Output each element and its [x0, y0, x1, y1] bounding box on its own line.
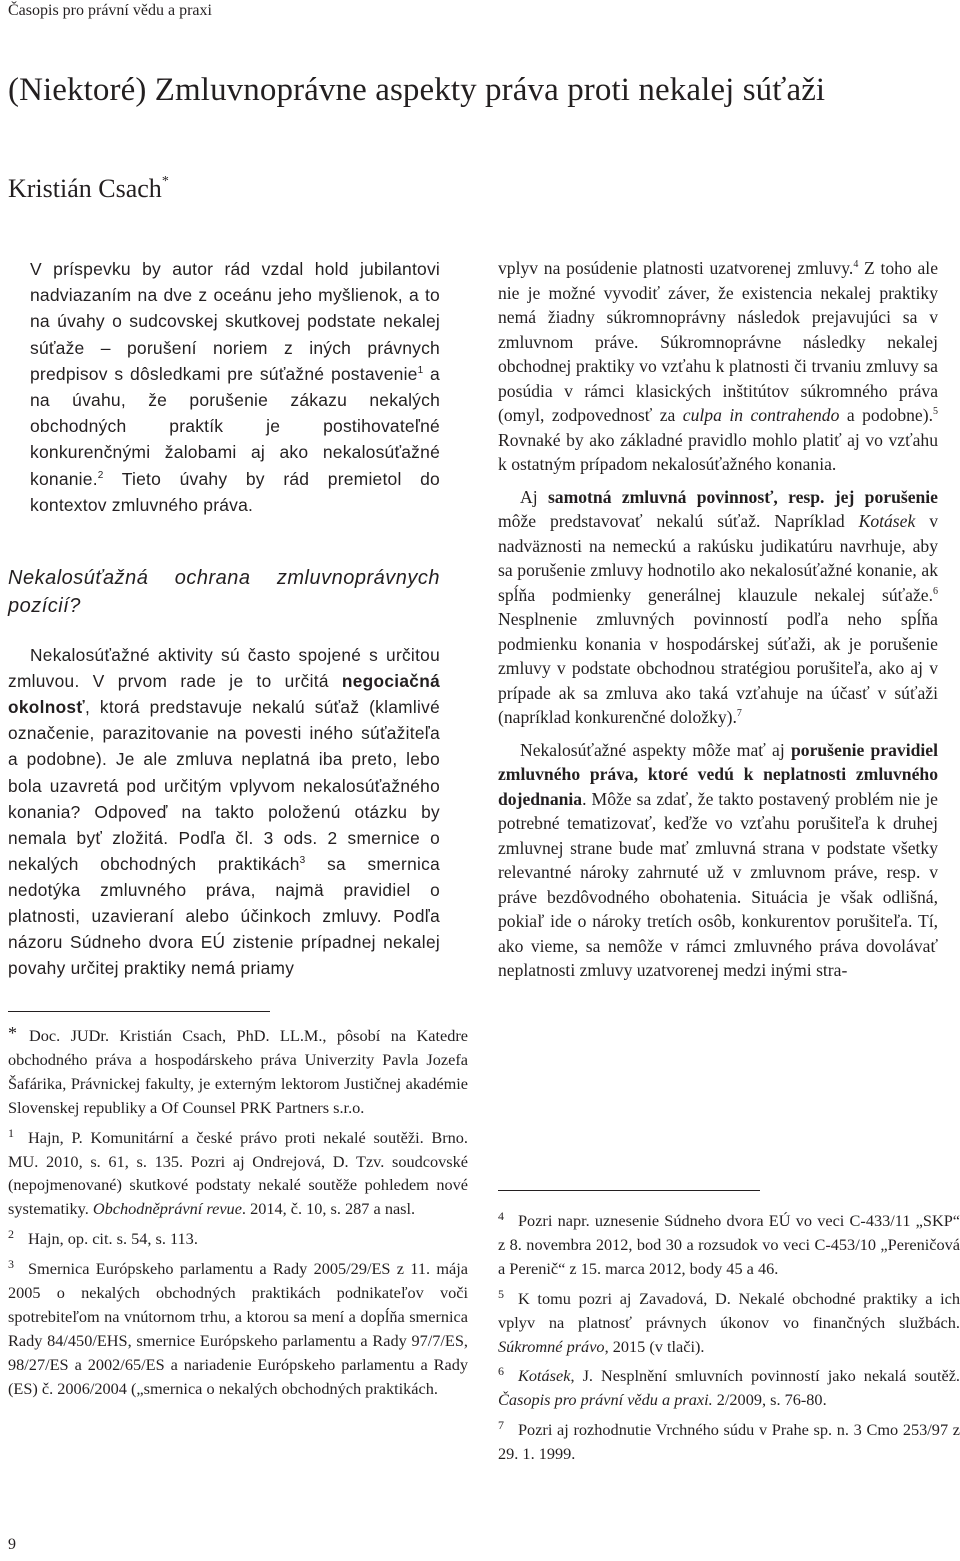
- left-body-a: Nekalosúťažné aktivity sú často spojené s určitou zmluvou. V prvom rade je to určitá: [8, 645, 440, 692]
- footnote-mark: 5: [498, 1286, 504, 1301]
- footnote-ref-6: 6: [933, 585, 938, 597]
- footnote-mark: 3: [8, 1257, 14, 1272]
- right-p2-bold: samotná zmluvná povinnosť, resp. jej porušenie: [547, 486, 938, 507]
- right-p3-a: Nekalosúťažné aspekty môže mať aj: [520, 739, 791, 760]
- right-paragraph-2: [498, 485, 938, 730]
- footnote-text: Pozri aj rozhodnutie Vrchného súdu v Prahe sp. n. 3 Cmo 253/97 z 29. 1. 1999.: [498, 1420, 960, 1464]
- footnote-italic-lead: Kotásek: [518, 1366, 571, 1386]
- footnote-italic: Obchodněprávní revue: [92, 1199, 242, 1219]
- footnote-text: , J. Nesplnění smluvních povinností jako nekalá soutěž.: [570, 1366, 960, 1386]
- article-title: (Niektoré) Zmluvnoprávne aspekty práva proti nekalej súťaži: [8, 72, 826, 108]
- footnote-italic: Časopis pro právní vědu a praxi.: [498, 1390, 713, 1410]
- footnote-tail: 2/2009, s. 76-80.: [712, 1390, 827, 1410]
- footnote-6: [498, 1360, 960, 1412]
- footnote-text: Doc. JUDr. Kristián Csach, PhD. LL.M., pôsobí na Katedre obchodného práva a hospodárskeho práva Univerzity Pavla Jozefa Šafárika, Právnickej fakulty, je externým lektorom Justičnej akadémie Slovenskej republiky a Of Counsel PRK Partners s.r.o.: [8, 1026, 468, 1117]
- footnote-7: [498, 1414, 960, 1466]
- right-p3-b: . Môže sa zdať, že takto postavený problém nie je potrebné tematizovať, keďže vo vzťahu porušiteľa k druhej zmluvnej strane bude mať zmluvná strana v podstate všetky relevantné nároky zahrnuté už v zmluvnom práve, resp. v práve bezdôvodného obohatenia. Situácia je však odlišná, pokiaľ ide o nároky tretích osôb, konkurentov porušiteľa. Tí, ako vieme, sa nemôže v rámci zmluvného práva dovolávať neplatnosti zmluvy uzatvorenej medzi inými stra-: [498, 788, 938, 980]
- footnote-mark: 6: [498, 1364, 504, 1379]
- footnote-ref-1: 1: [417, 364, 424, 376]
- right-p1-c: a podobne).: [839, 405, 933, 425]
- footnote-ref-2: 2: [97, 469, 104, 481]
- abstract-part-3: Tieto úvahy by rád premietol do kontextov zmluvného práva.: [30, 468, 440, 515]
- left-column: [8, 256, 440, 981]
- footnote-text: K tomu pozri aj Zavadová, D. Nekalé obchodné praktiky a ich vplyv na platnosť právnych úkonov vo finančných službách.: [498, 1288, 960, 1332]
- footnote-text: Smernica Európskeho parlamentu a Rady 2005/29/ES z 11. mája 2005 o nekalých obchodných praktikách podnikateľov voči spotrebiteľom na vnútornom trhu, a ktorou sa mení a dopĺňa smernica Rady 84/450/EHS, smernice Európskeho parlamentu a Rady 97/7/ES, 98/27/ES a 2002/65/ES a nariadenie Európskeho parlamentu a Rady (ES) č. 2006/2004 („smernica o nekalých obchodných praktikách.: [8, 1259, 468, 1398]
- right-p1-d: Rovnaké by ako základné pravidlo mohlo platiť aj vo vzťahu k ostatným prípadom nekalosúťažného konania.: [498, 429, 938, 474]
- footnote-text: Hajn, P. Komunitární a české právo proti nekalé soutěži. Brno. MU. 2010, s. 61, s. 135. Pozri aj Ondrejová, D. Tzv. soudcovské (nepojmenované) skutkové podstaty nekalé soutěže pohledem nové systematiky.: [8, 1127, 468, 1219]
- footnote-mark: 2: [8, 1227, 14, 1242]
- left-body-c: , ktorá predstavuje nekalú súťaž (klamlivé označenie, parazitovanie na povesti iného súťažiteľa a podobne). Je ale zmluva neplatná iba preto, lebo bola uzavretá pod určitým vplyvom nekalosúťažného konania? Odpoveď na takto položenú otázku by nemala byť zložitá. Podľa čl. 3 ods. 2 smernice o nekalých obchodných praktikách: [8, 697, 440, 874]
- footnote-4: [498, 1205, 960, 1281]
- footnote-tail: . 2014, č. 10, s. 287 a nasl.: [241, 1199, 416, 1219]
- left-body-paragraph: [8, 642, 440, 981]
- footnote-author: [8, 1022, 468, 1120]
- right-p1-a: vplyv na posúdenie platnosti uzatvorenej zmluvy.: [498, 258, 854, 278]
- footnote-5: [498, 1283, 960, 1359]
- right-p2-a: Aj: [520, 486, 548, 507]
- section-heading: Nekalosúťažná ochrana zmluvnoprávnych pozícií?: [8, 567, 440, 618]
- right-p3-bold: porušenie pravidiel zmluvného práva, ktoré vedú k neplatnosti zmluvného dojednania: [498, 739, 938, 809]
- left-body-d: sa smernica nedotýka zmluvného práva, najmä pravidiel o platnosti, uzavieraní alebo účinkoch zmluvy. Podľa názoru Súdneho dvora EÚ zistenie prípadnej nekalej povahy určitej praktiky nemá priamy: [8, 853, 440, 979]
- right-p2-c: v nadväznosti na nemeckú a rakúsku judikatúru navrhuje, aby sa porušenie zmluvy hodnotilo ako nekalosúťažné konanie, ak spĺňa podmienky generálnej klauzule nekalej súťaže.: [498, 511, 938, 605]
- abstract-part-1: V príspevku by autor rád vzdal hold jubilantovi nadviazaním na dve z oceánu jeho myšlienok, a to na úvahy o sudcovskej skutkovej podstate nekalej súťaže – porušení noriem z iných právnych predpisov s dôsledkami pre súťažné postavenie: [30, 259, 440, 384]
- footnotes-right: [498, 1190, 960, 1468]
- right-p2-italic: Kotásek: [858, 511, 916, 531]
- footnotes-left: [8, 1011, 468, 1403]
- right-p1-italic: culpa in contrahendo: [682, 405, 840, 425]
- footnote-ref-4: 4: [853, 259, 859, 270]
- left-body-bold: negociačná okolnosť: [8, 671, 440, 718]
- abstract-part-2: a na úvahu, že porušenie zákazu nekalých obchodných praktík je postihovateľné konkurenčnými žalobami aj ako nekalosúťažné konanie.: [30, 363, 440, 489]
- author-name-text: Kristián Csach: [8, 174, 162, 203]
- author-name: [8, 174, 169, 204]
- author-footnote-mark: *: [161, 174, 169, 189]
- footnote-ref-7: 7: [736, 708, 742, 719]
- footnote-1: [8, 1122, 468, 1222]
- right-p1-b: Z toho ale nie je možné vyvodiť záver, že existencia nekalej praktiky nemá žiadny súkromnoprávny následok prejavujúci sa v zmluvnom práve. Súkromnoprávne následky nekalej obchodnej praktiky vo vzťahu k platnosti či trvaniu zmluvy sa posúdia v rámci klasických inštitútov súkromného práva (omyl, zodpovednosť za: [498, 258, 939, 425]
- footnote-italic: Súkromné právo: [498, 1336, 605, 1356]
- journal-header: Časopis pro právní vědu a praxi: [8, 2, 212, 19]
- footnote-2: [8, 1223, 468, 1251]
- right-paragraph-1: [498, 256, 938, 477]
- abstract: [8, 256, 440, 518]
- right-p2-b: môže predstavovať nekalú súťaž. Napríklad: [498, 511, 859, 531]
- right-column: [498, 256, 938, 983]
- footnote-text: Pozri napr. uznesenie Súdneho dvora EÚ vo veci C-433/11 „SKP“ z 8. novembra 2012, bod 30 a rozsudok vo veci C-453/10 „Pereničová a Perenič“ z 15. marca 2012, body 45 a 46.: [498, 1211, 960, 1278]
- footnote-ref-3: 3: [299, 854, 306, 866]
- footnote-rule: [498, 1190, 760, 1191]
- footnote-tail: , 2015 (v tlači).: [604, 1336, 705, 1356]
- right-paragraph-3: [498, 738, 938, 983]
- footnote-mark: 4: [498, 1209, 504, 1223]
- footnote-text: Hajn, op. cit. s. 54, s. 113.: [28, 1229, 198, 1249]
- page-number: 9: [8, 1536, 16, 1553]
- footnote-3: [8, 1253, 468, 1400]
- footnote-mark: 7: [498, 1418, 504, 1433]
- footnote-ref-5: 5: [932, 406, 938, 417]
- footnote-mark: *: [8, 1023, 17, 1043]
- footnote-mark: 1: [8, 1125, 14, 1140]
- right-p2-d: Nesplnenie zmluvných povinností podľa neho spĺňa podmienku konania v hospodárskej súťaži, ak je porušenie zmluvy v podstate obchodnou stratégiou porušiteľa, ako aj v prípade ak sa zmluva ako taká vzťahuje na účasť v súťaži (napríklad konkurenčné doložky).: [498, 609, 938, 727]
- footnote-rule: [8, 1011, 270, 1012]
